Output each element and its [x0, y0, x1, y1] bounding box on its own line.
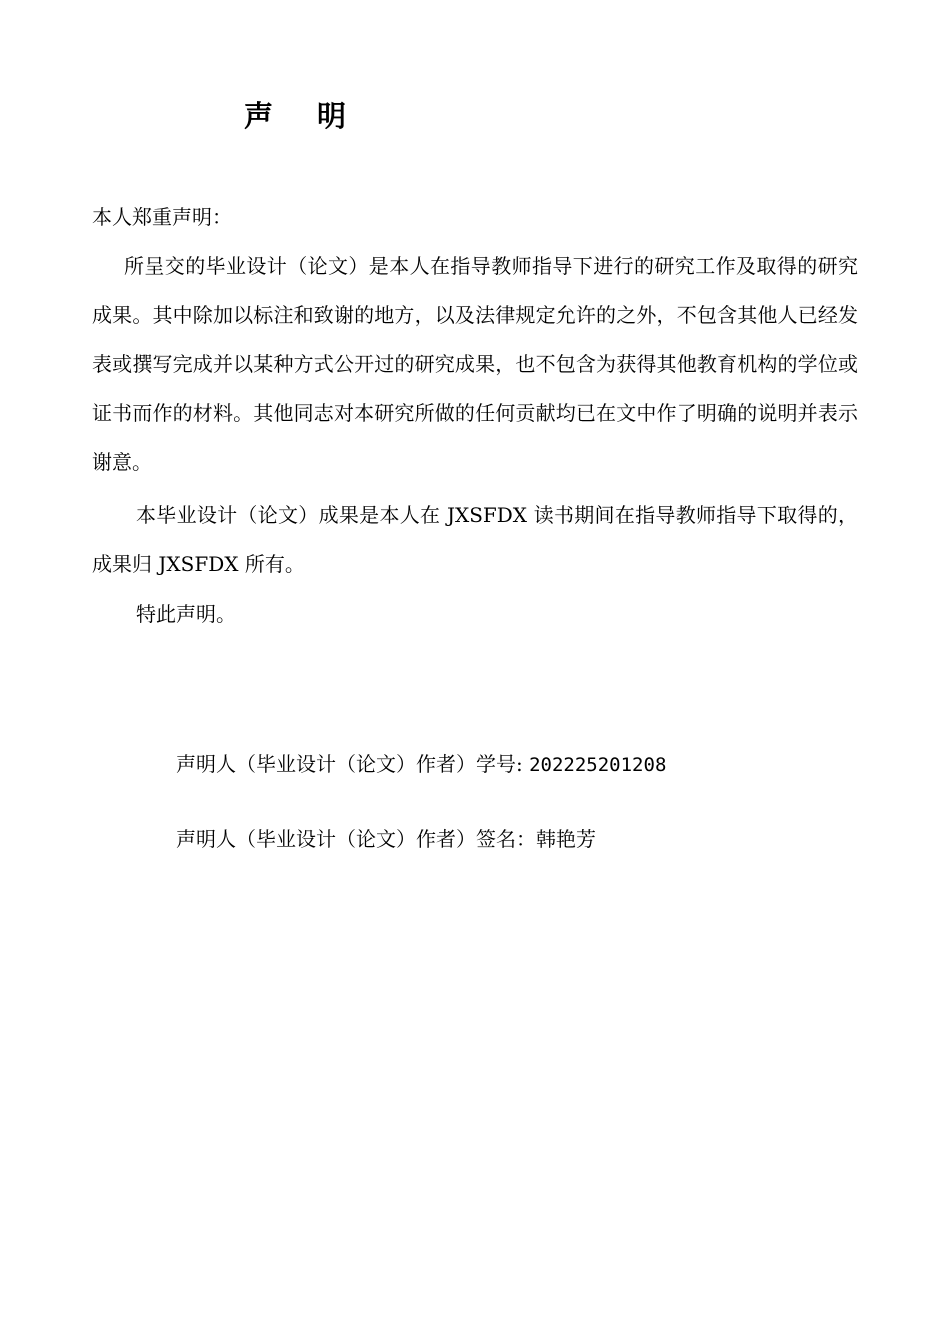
declaration-paragraph-2: 本毕业设计（论文）成果是本人在 JXSFDX 读书期间在指导教师指导下取得的，成果归 JXSFDX 所有。: [92, 503, 858, 576]
signature-label: 声明人（毕业设计（论文）作者）签名：: [176, 827, 536, 851]
student-id-label: 声明人（毕业设计（论文）作者）学号:: [176, 752, 523, 776]
signature-name-value: 韩艳芳: [536, 827, 596, 851]
signature-line: [176, 824, 596, 854]
page-title: 声明: [244, 99, 391, 133]
declaration-paragraph-1: 所呈交的毕业设计（论文）是本人在指导教师指导下进行的研究工作及取得的研究成果。其中除加以标注和致谢的地方，以及法律规定允许的之外，不包含其他人已经发表或撰写完成并以某种方式公开过的研究成果，也不包含为获得其他教育机构的学位或证书而作的材料。其他同志对本研究所做的任何贡献均已在文中作了明确的说明并表示谢意。: [92, 254, 858, 474]
opening-statement: 本人郑重声明：: [92, 205, 232, 229]
student-id-value: 202225201208: [529, 754, 667, 776]
closing-statement: 特此声明。: [136, 602, 236, 626]
student-id-line: [176, 749, 666, 780]
